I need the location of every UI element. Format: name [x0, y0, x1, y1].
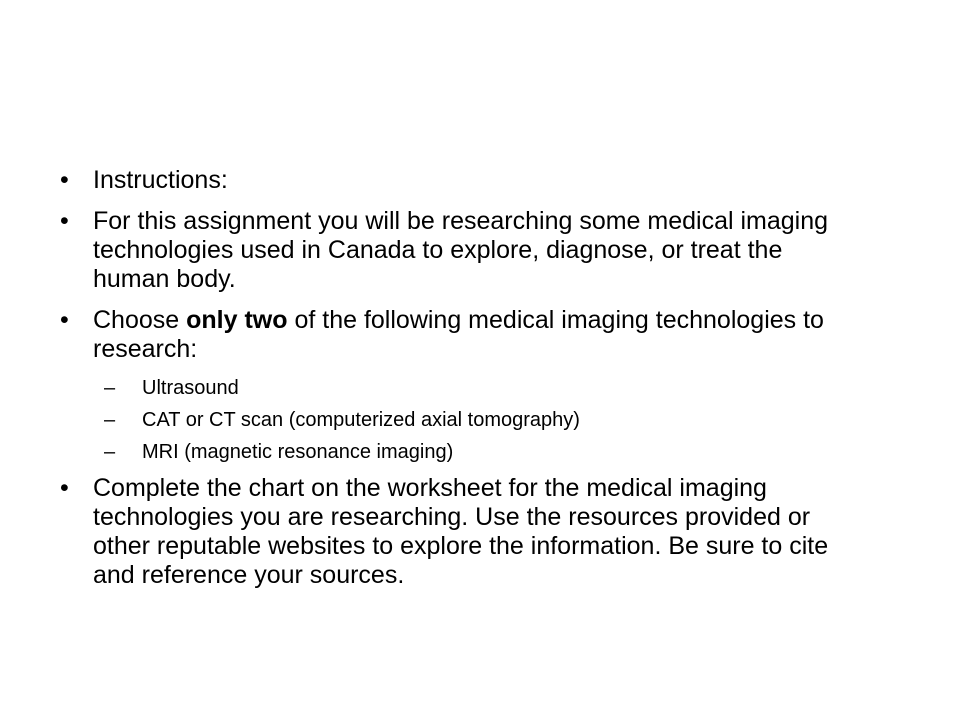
bullet-assignment-overview [60, 207, 860, 294]
sub-item-text: Ultrasound [142, 377, 239, 399]
sub-dash: – [104, 409, 116, 431]
bullet-dot: • [60, 474, 69, 502]
bullet-text: For this assignment you will be researching some medical imaging technologies used in Canada to explore, diagnose, or treat the human body. [93, 207, 829, 293]
sub-item-text: CAT or CT scan (computerized axial tomography) [142, 409, 580, 431]
slide-body [60, 166, 860, 602]
sub-item-ct-scan [60, 408, 860, 432]
bullet-text-end: of the following medical imaging technologies to research: [93, 306, 824, 363]
sub-dash: – [104, 377, 116, 399]
bullet-text: Instructions: [93, 166, 228, 194]
sub-dash: – [104, 441, 116, 463]
bullet-dot: • [60, 207, 69, 235]
technology-list [60, 376, 860, 464]
bullet-complete-chart [60, 474, 860, 590]
bullet-choose-technologies [60, 306, 860, 364]
bullet-dot: • [60, 166, 69, 194]
bullet-text-start: Choose [93, 306, 187, 334]
bullet-dot: • [60, 306, 69, 334]
bullet-emphasis: only two [186, 306, 288, 334]
sub-item-mri [60, 440, 860, 464]
sub-item-ultrasound [60, 376, 860, 400]
sub-item-text: MRI (magnetic resonance imaging) [142, 441, 454, 463]
bullet-instructions [60, 166, 860, 195]
bullet-text: Complete the chart on the worksheet for the medical imaging technologies you are researching. Use the resources provided or other reputable websites to explore the information. Be sure to cite and reference your sources. [93, 474, 829, 589]
